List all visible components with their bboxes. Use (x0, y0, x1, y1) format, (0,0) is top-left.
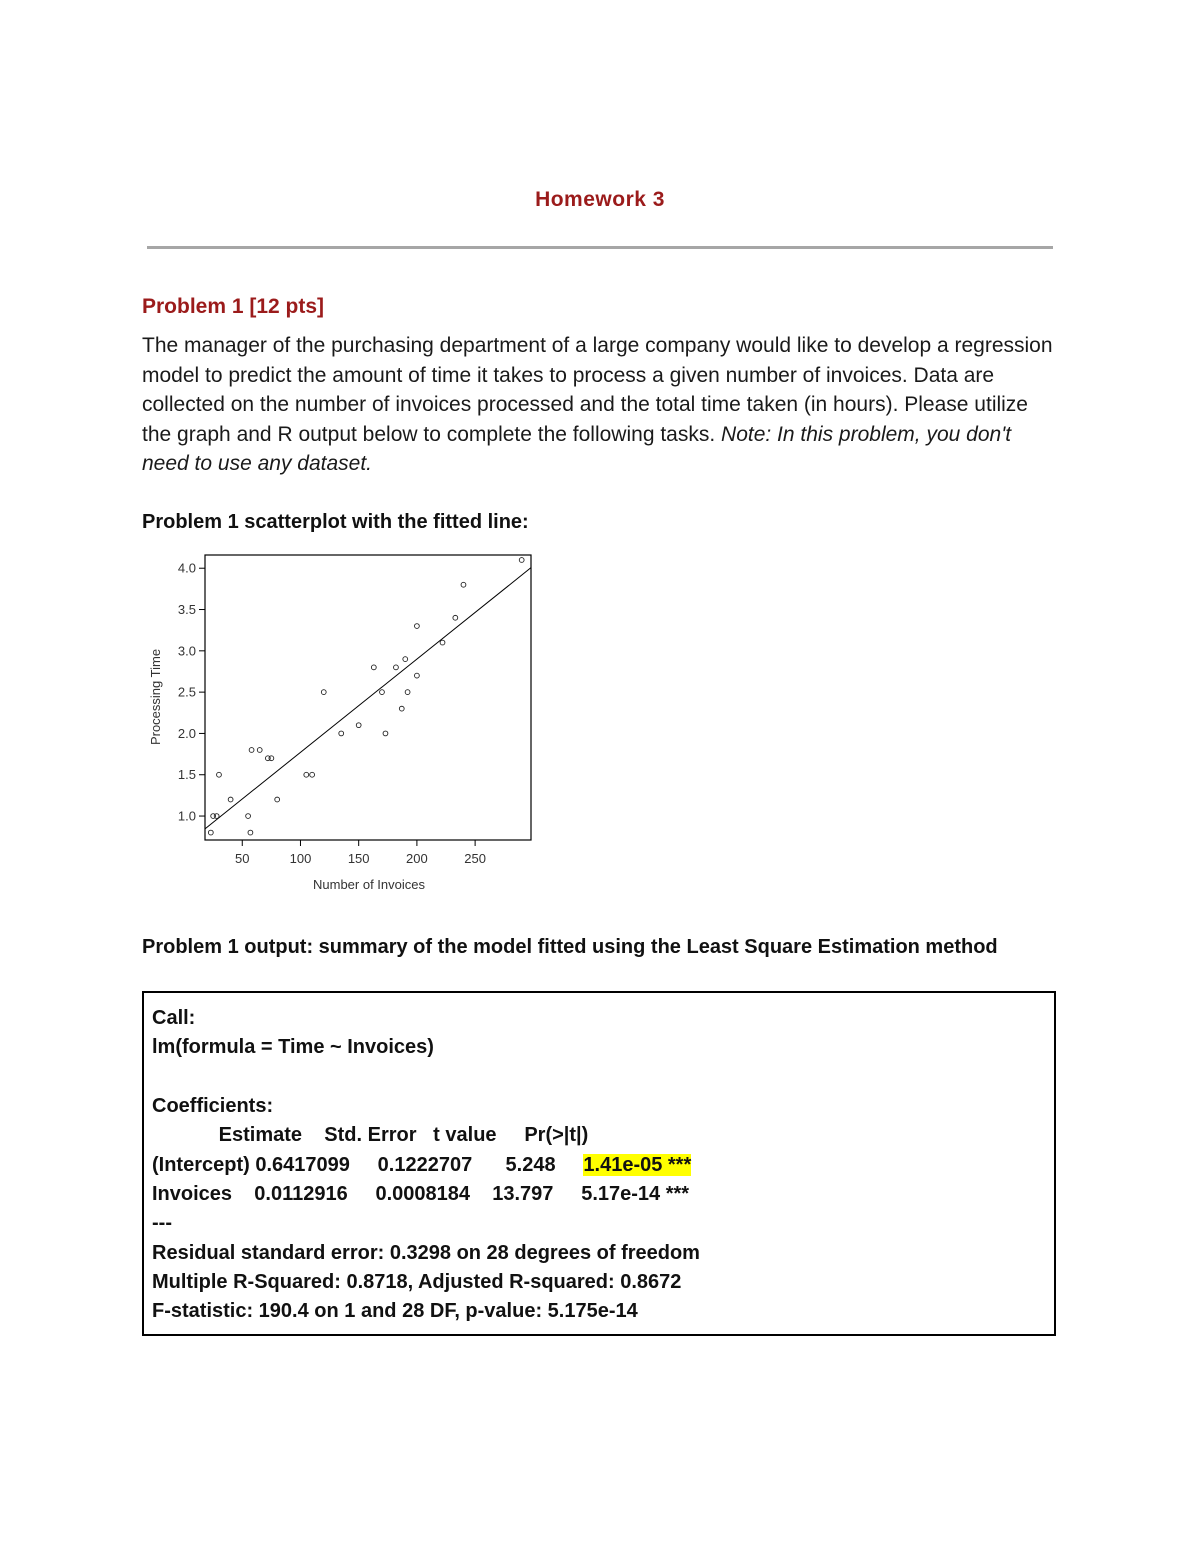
r-output-box (142, 991, 1056, 1336)
y-tick-label: 2.0 (177, 725, 196, 741)
data-point (217, 772, 222, 777)
f-statistic: F-statistic: 190.4 on 1 and 28 DF, p-value: 5.175e-14 (152, 1300, 638, 1322)
data-point (383, 731, 388, 736)
coefficients-header: Estimate Std. Error t value Pr(>|t|) (152, 1124, 589, 1146)
data-point (415, 673, 420, 678)
intro-text: The manager of the purchasing department of a large company would like to develop a regression model to predict the amount of time it takes to process a given number of invoices. Data are collected on the number of invoices processed and the total time taken (in hours). Please utilize the graph and R output below to complete the following tasks. (142, 334, 1053, 446)
y-tick-label: 3.0 (177, 643, 196, 659)
data-point (415, 624, 420, 629)
data-point (208, 830, 213, 835)
y-tick-label: 1.5 (177, 767, 196, 783)
data-point (248, 830, 253, 835)
residual-standard-error: Residual standard error: 0.3298 on 28 degrees of freedom (152, 1242, 700, 1264)
x-axis-label: Number of Invoices (313, 877, 425, 892)
x-tick-label: 100 (289, 851, 312, 866)
data-point (269, 756, 274, 761)
intercept-pvalue-highlight: 1.41e-05 *** (583, 1154, 692, 1176)
y-axis (178, 561, 205, 824)
scatterplot (140, 548, 550, 900)
data-point (399, 706, 404, 711)
x-axis (235, 840, 486, 866)
data-point (310, 772, 315, 777)
data-point (371, 665, 376, 670)
intercept-values: (Intercept) 0.6417099 0.1222707 5.248 (152, 1154, 584, 1176)
data-point (214, 814, 219, 819)
x-tick-label: 50 (235, 851, 250, 866)
coefficients-label: Coefficients: (152, 1095, 274, 1117)
plot-frame (205, 555, 531, 840)
call-label: Call: (152, 1007, 196, 1029)
data-point (321, 690, 326, 695)
y-tick-label: 2.5 (177, 684, 196, 700)
data-point (246, 814, 251, 819)
y-axis-label: Processing Time (148, 648, 163, 746)
y-tick-label: 1.0 (177, 808, 196, 824)
y-tick-label: 4.0 (177, 560, 196, 576)
data-point (275, 797, 280, 802)
data-point (440, 640, 445, 645)
data-point (394, 665, 399, 670)
call-formula: lm(formula = Time ~ Invoices) (152, 1036, 434, 1058)
data-point (257, 748, 262, 753)
data-point (519, 558, 524, 563)
problem-description (142, 331, 1062, 479)
data-point (405, 690, 410, 695)
coefficient-row-invoices: Invoices 0.0112916 0.0008184 13.797 5.17e-14 *** (152, 1183, 690, 1205)
data-point (249, 748, 254, 753)
data-point (304, 772, 309, 777)
data-point (228, 797, 233, 802)
note-text: Note: In this problem, you don't need to use any dataset. (142, 422, 1012, 476)
data-point (461, 582, 466, 587)
r-squared: Multiple R-Squared: 0.8718, Adjusted R-squared: 0.8672 (152, 1271, 682, 1293)
coefficient-row-intercept (152, 1154, 691, 1177)
output-caption: Problem 1 output: summary of the model fitted using the Least Square Estimation method (142, 936, 998, 958)
x-tick-label: 250 (464, 851, 486, 866)
data-points (208, 558, 524, 835)
page-title: Homework 3 (535, 188, 665, 211)
x-tick-label: 200 (406, 851, 428, 866)
data-point (356, 723, 361, 728)
data-point (380, 690, 385, 695)
problem-heading: Problem 1 [12 pts] (142, 295, 325, 318)
data-point (339, 731, 344, 736)
x-tick-label: 150 (347, 851, 370, 866)
data-point (403, 657, 408, 662)
y-tick-label: 3.5 (177, 602, 196, 618)
data-point (453, 615, 458, 620)
significance-separator: --- (152, 1212, 172, 1234)
fitted-line (205, 568, 531, 829)
title-divider (147, 246, 1053, 249)
plot-caption: Problem 1 scatterplot with the fitted line: (142, 511, 529, 533)
